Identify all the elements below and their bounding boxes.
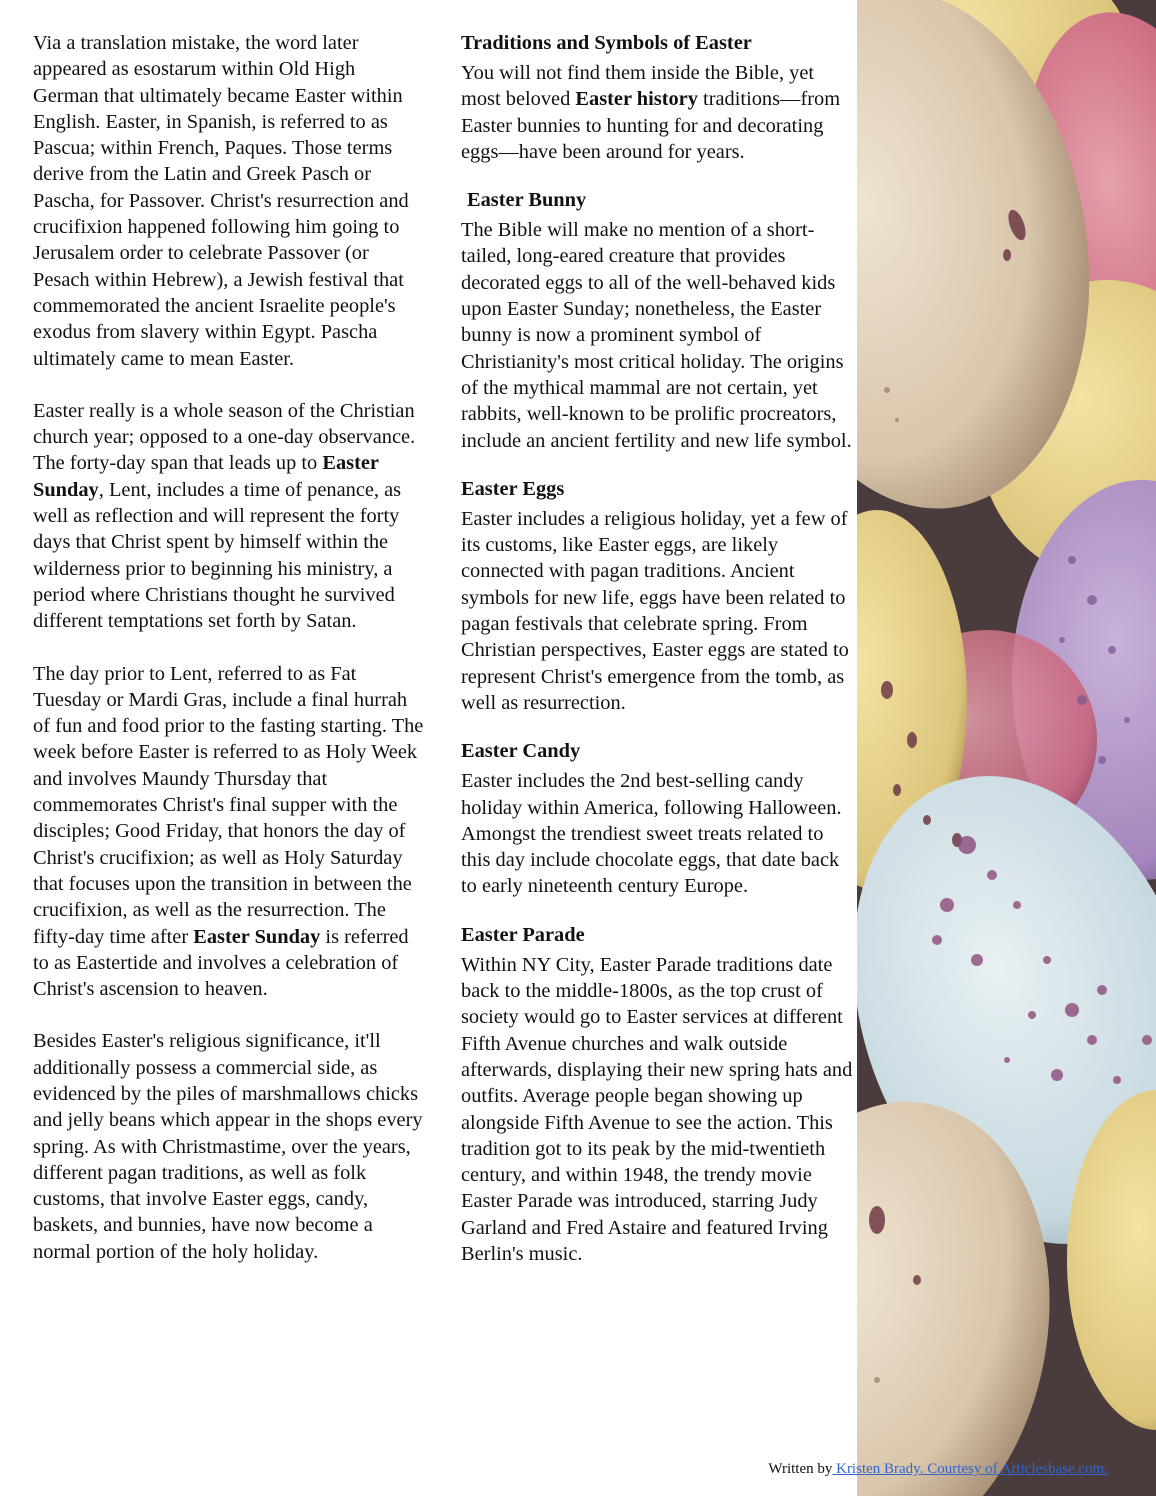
- text-bunny: The Bible will make no mention of a short-tailed, long-eared creature that provides decorated eggs to all of the well-behaved kids upon Easter Sunday; nonetheless, the Easter bunny is now a prominent symbol of Christianity's most critical holiday. The origins of the mythical mammal are not certain, yet rabbits, well-known to be prolific procreators, include an ancient fertility and new life symbol.: [461, 219, 852, 452]
- paragraph-holy-week-bold: Easter Sunday: [193, 925, 321, 948]
- paragraph-commercial: Besides Easter's religious significance, it'll additionally possess a commercial side, as evidenced by the piles of marshmallows chicks and jelly beans which appear in the shops every spring. As with Christmastime, over the years, different pagan traditions, as well as folk customs, that involve Easter eggs, candy, baskets, and bunnies, have now become a normal portion of the holy holiday.: [33, 1030, 423, 1263]
- heading-eggs: Easter Eggs: [461, 477, 565, 500]
- heading-traditions: Traditions and Symbols of Easter: [461, 32, 752, 54]
- footer-prefix: Written by: [768, 1461, 833, 1477]
- paragraph-season: [33, 398, 425, 635]
- author-link[interactable]: Kristen Brady. Courtesy of Articlesbase.com.: [832, 1461, 1108, 1477]
- text-traditions-1: You will not find them inside the Bible, yet most beloved: [461, 62, 815, 111]
- paragraph-season-bold: Easter Sunday: [33, 452, 379, 501]
- section-candy: [461, 738, 853, 899]
- paragraph-holy-week-text-1: The day prior to Lent, referred to as Fat Tuesday or Mardi Gras, include a final hurrah of fun and food prior to the fasting starting. The week before Easter is referred to as Holy Week and involves Maundy Thursday that commemorates Christ's final supper with the disciples; Good Friday, that honors the day of Christ's crucifixion; as well as Holy Saturday that focuses upon the transition in between the crucifixion, as well as the resurrection. The fifty-day time after: [33, 662, 424, 948]
- text-traditions-2: traditions—from Easter bunnies to hunting for and decorating eggs—have been around for years.: [461, 88, 841, 163]
- section-bunny: [461, 187, 853, 454]
- paragraph-season-text-2: , Lent, includes a time of penance, as well as reflection and will represent the forty days that Christ spent by himself within the wilderness prior to beginning his ministry, a period where Christians thought he survived different temptations set forth by Satan.: [33, 478, 402, 633]
- section-traditions: [461, 30, 853, 165]
- heading-bunny: Easter Bunny: [467, 189, 587, 212]
- text-eggs: Easter includes a religious holiday, yet a few of its customs, like Easter eggs, are likely connected with pagan traditions. Ancient symbols for new life, eggs have been related to pagan festivals that celebrate spring. From Christian perspectives, Easter eggs are stated to represent Christ's emergence from the tomb, as well as resurrection.: [461, 507, 849, 714]
- easter-eggs-photo: [857, 0, 1156, 1496]
- text-candy: Easter includes the 2nd best-selling candy holiday within America, following Halloween. Amongst the trendiest sweet treats related to this day include chocolate eggs, that date back to early nineteenth century Europe.: [461, 770, 842, 898]
- heading-parade: Easter Parade: [461, 923, 585, 946]
- middle-column: [461, 30, 853, 1289]
- paragraph-season-text-1: Easter really is a whole season of the Christian church year; opposed to a one-day observance. The forty-day span that leads up to: [33, 399, 416, 475]
- section-eggs: [461, 476, 853, 716]
- text-parade: Within NY City, Easter Parade traditions date back to the middle-1800s, as the top crust of society would go to Easter services at different Fifth Avenue churches and walk outside afterwards, displaying their new spring hats and outfits. Average people began showing up alongside Fifth Avenue to see the action. This tradition got to its peak by the mid-twentieth century, and within 1948, the trendy movie Easter Parade was introduced, starring Judy Garland and Fred Astaire and featured Irving Berlin's music.: [461, 953, 853, 1265]
- text-traditions-bold: Easter history: [575, 88, 698, 111]
- paragraph-holy-week: [33, 661, 425, 1003]
- paragraph-holy-week-text-2: is referred to as Eastertide and involves a celebration of Christ's ascension to heaven.: [33, 925, 409, 1001]
- footer-credit: [768, 1460, 1108, 1478]
- section-parade: [461, 922, 853, 1268]
- paragraph-etymology: Via a translation mistake, the word later appeared as esostarum within Old High German that ultimately became Easter within English. Easter, in Spanish, is referred to as Pascua; within French, Paques. Those terms derive from the Latin and Greek Pasch or Pascha, for Passover. Christ's resurrection and crucifixion happened following him going to Jerusalem order to celebrate Passover (or Pesach within Hebrew), a Jewish festival that commemorated the ancient Israelite people's exodus from slavery within Egypt. Pascha ultimately came to mean Easter.: [33, 32, 409, 370]
- left-column: [33, 30, 425, 1291]
- heading-candy: Easter Candy: [461, 740, 581, 763]
- easter-eggs-image: [857, 0, 1156, 1496]
- text-traditions: [461, 60, 853, 165]
